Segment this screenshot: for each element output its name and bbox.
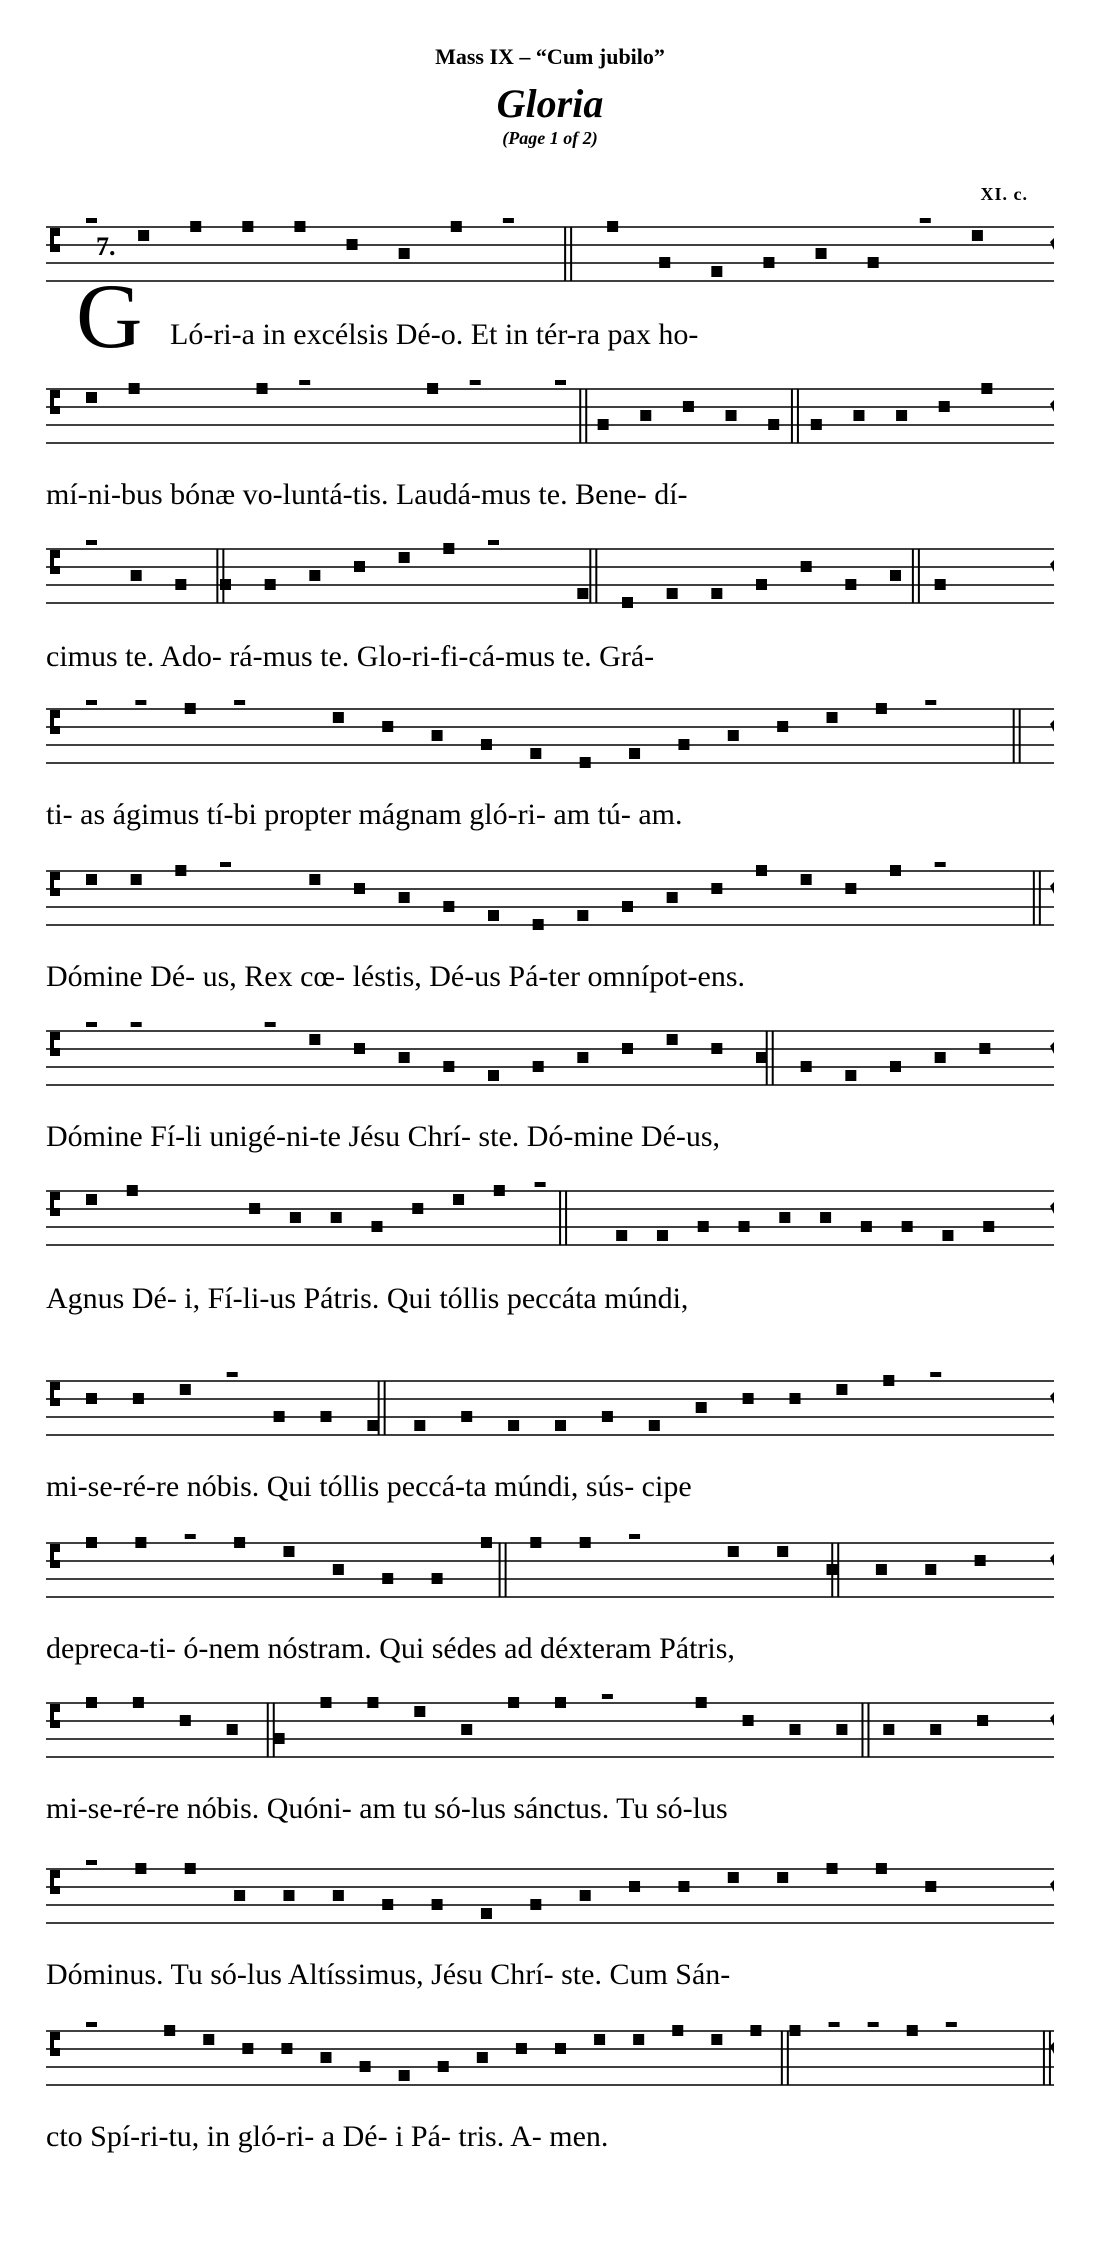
neume-note	[535, 1182, 546, 1187]
neume-note	[86, 1697, 97, 1708]
neume-note	[443, 901, 454, 912]
neume-note	[555, 380, 566, 385]
neume-note	[333, 712, 344, 723]
neume-note	[739, 1221, 750, 1232]
neume-note	[367, 1420, 378, 1431]
neume-note	[790, 1393, 801, 1404]
neume-note	[696, 1697, 707, 1708]
neume-note	[488, 1070, 499, 1081]
neume-note	[711, 266, 722, 277]
neume-note	[481, 1908, 492, 1919]
neume-note	[728, 730, 739, 741]
neume-note	[981, 383, 992, 394]
neume-note	[868, 257, 879, 268]
neume-note	[180, 1715, 191, 1726]
neume-note	[86, 540, 97, 545]
neume-note	[86, 392, 97, 403]
neume-note	[508, 1697, 519, 1708]
neume-note	[779, 1212, 790, 1223]
neume-note	[768, 419, 779, 430]
lyric-line: Agnus Dé- i, Fí-li-us Pátris. Qui tóllis peccáta múndi,	[46, 1282, 689, 1315]
neume-note	[711, 588, 722, 599]
neume-note	[227, 1372, 238, 1377]
neume-note	[399, 248, 410, 259]
staff-system	[46, 218, 1054, 290]
lyric-line: mí-ni-bus bónæ vo-luntá-tis. Laudá-mus te. Bene- dí-	[46, 478, 688, 511]
neume-note	[580, 1890, 591, 1901]
neume-note	[763, 257, 774, 268]
neume-note	[133, 1697, 144, 1708]
neume-note	[598, 419, 609, 430]
neume-note	[331, 1212, 342, 1223]
c-clef-icon	[50, 1192, 60, 1216]
chant-number: 7.	[96, 232, 116, 261]
neume-note	[86, 2022, 97, 2027]
neume-note	[935, 862, 946, 867]
neume-note	[451, 221, 462, 232]
neume-note	[481, 739, 492, 750]
neume-note	[790, 1724, 801, 1735]
neume-note	[801, 561, 812, 572]
neume-note	[242, 221, 253, 232]
neume-note	[533, 919, 544, 930]
neume-note	[354, 1043, 365, 1054]
neume-note	[678, 1881, 689, 1892]
neume-note	[602, 1411, 613, 1422]
lyric-line: mi-se-ré-re nóbis. Qui tóllis peccá-ta múndi, sús- cipe	[46, 1470, 692, 1503]
neume-note	[309, 1034, 320, 1045]
neume-note	[946, 2022, 957, 2027]
neume-note	[629, 1534, 640, 1539]
neume-note	[555, 1420, 566, 1431]
neume-note	[750, 2025, 761, 2036]
neume-note	[930, 1372, 941, 1377]
neume-note	[667, 588, 678, 599]
neume-note	[942, 1230, 953, 1241]
neume-note	[890, 1061, 901, 1072]
neume-note	[607, 221, 618, 232]
c-clef-icon	[50, 710, 60, 734]
mass-heading: Mass IX – “Cum jubilo”	[435, 44, 665, 69]
neume-note	[743, 1393, 754, 1404]
neume-note	[622, 597, 633, 608]
custos-icon	[1050, 1392, 1054, 1404]
neume-note	[827, 1564, 838, 1575]
c-clef-icon	[50, 872, 60, 896]
neume-note	[414, 1706, 425, 1717]
neume-note	[555, 1697, 566, 1708]
neume-note	[427, 383, 438, 394]
staff-system	[46, 380, 1054, 452]
neume-note	[234, 1537, 245, 1548]
neume-note	[382, 721, 393, 732]
staff-system	[46, 862, 1054, 934]
neume-note	[577, 910, 588, 921]
neume-note	[876, 1863, 887, 1874]
neume-note	[939, 401, 950, 412]
c-clef-icon	[50, 1870, 60, 1894]
neume-note	[265, 1022, 276, 1027]
neume-note	[180, 1384, 191, 1395]
neume-note	[896, 410, 907, 421]
neume-note	[836, 1384, 847, 1395]
neume-note	[829, 2022, 840, 2027]
neume-note	[890, 570, 901, 581]
neume-note	[461, 1724, 472, 1735]
c-clef-icon	[50, 1032, 60, 1056]
neume-note	[470, 380, 481, 385]
neume-note	[827, 1863, 838, 1874]
neume-note	[577, 1052, 588, 1063]
lyric-line: Ló-ri-a in excélsis Dé-o. Et in tér-ra pax ho-	[170, 318, 699, 351]
neume-note	[530, 1899, 541, 1910]
neume-note	[290, 1212, 301, 1223]
neume-note	[175, 865, 186, 876]
c-clef-icon	[50, 1544, 60, 1568]
neume-note	[399, 552, 410, 563]
neume-note	[242, 2043, 253, 2054]
neume-note	[616, 1230, 627, 1241]
neume-note	[283, 1546, 294, 1557]
custos-icon	[1050, 882, 1054, 894]
neume-note	[477, 2052, 488, 2063]
neume-note	[580, 1537, 591, 1548]
lyric-line: depreca-ti- ó-nem nóstram. Qui sédes ad déxteram Pátris,	[46, 1632, 735, 1665]
neume-note	[678, 739, 689, 750]
neume-note	[281, 2043, 292, 2054]
custos-icon	[1050, 560, 1054, 572]
neume-note	[127, 1185, 138, 1196]
neume-note	[185, 703, 196, 714]
neume-note	[836, 1724, 847, 1735]
c-clef-icon	[50, 2032, 60, 2056]
neume-note	[354, 883, 365, 894]
neume-note	[360, 2061, 371, 2072]
lyric-line: cimus te. Ado- rá-mus te. Glo-ri-fi-cá-mus te. Grá-	[46, 640, 655, 673]
neume-note	[640, 410, 651, 421]
lyric-line: ti- as ágimus tí-bi propter mágnam gló-ri- am tú- am.	[46, 798, 683, 831]
neume-note	[321, 1411, 332, 1422]
neume-note	[382, 1573, 393, 1584]
neume-note	[488, 540, 499, 545]
neume-note	[382, 1899, 393, 1910]
source-reference: XI. c.	[980, 184, 1028, 204]
neume-note	[257, 383, 268, 394]
neume-note	[164, 2025, 175, 2036]
neume-note	[86, 1393, 97, 1404]
neume-note	[667, 892, 678, 903]
custos-icon	[1050, 1880, 1054, 1892]
neume-note	[414, 1420, 425, 1431]
neume-note	[683, 401, 694, 412]
neume-note	[86, 700, 97, 705]
neume-note	[503, 218, 514, 223]
neume-note	[711, 2034, 722, 2045]
neume-note	[86, 1537, 97, 1548]
neume-note	[530, 748, 541, 759]
neume-note	[227, 1724, 238, 1735]
c-clef-icon	[50, 390, 60, 414]
neume-note	[845, 883, 856, 894]
staff-system	[46, 700, 1054, 772]
neume-note	[309, 874, 320, 885]
neume-note	[461, 1411, 472, 1422]
neume-note	[131, 570, 142, 581]
neume-note	[438, 2061, 449, 2072]
neume-note	[185, 1863, 196, 1874]
custos-icon	[1050, 720, 1054, 732]
staff-system	[46, 1372, 1054, 1444]
neume-note	[86, 1022, 97, 1027]
neume-note	[925, 1881, 936, 1892]
neume-note	[321, 1697, 332, 1708]
neume-note	[530, 1537, 541, 1548]
neume-note	[367, 1697, 378, 1708]
neume-note	[902, 1221, 913, 1232]
neume-note	[249, 1203, 260, 1214]
neume-note	[629, 1881, 640, 1892]
neume-note	[935, 1052, 946, 1063]
neume-note	[876, 1564, 887, 1575]
neume-note	[726, 410, 737, 421]
neume-note	[321, 2052, 332, 2063]
neume-note	[827, 712, 838, 723]
neume-note	[443, 1061, 454, 1072]
neume-note	[453, 1194, 464, 1205]
neume-note	[399, 892, 410, 903]
neume-note	[756, 579, 767, 590]
neume-note	[131, 1022, 142, 1027]
neume-note	[629, 748, 640, 759]
c-clef-icon	[50, 228, 60, 252]
page-title: Gloria	[496, 81, 604, 126]
neume-note	[220, 862, 231, 867]
staff-system	[46, 1534, 1054, 1606]
lyric-line: Dóminus. Tu só-lus Altíssimus, Jésu Chrí- ste. Cum Sán-	[46, 1958, 731, 1991]
neume-note	[925, 1564, 936, 1575]
neume-note	[133, 1393, 144, 1404]
neume-note	[371, 1221, 382, 1232]
neume-note	[265, 579, 276, 590]
neume-note	[135, 1537, 146, 1548]
neume-note	[234, 1890, 245, 1901]
c-clef-icon	[50, 1382, 60, 1406]
staff-system	[46, 1182, 1054, 1254]
neume-note	[399, 2070, 410, 2081]
custos-icon	[1050, 1202, 1054, 1214]
neume-note	[138, 230, 149, 241]
neume-note	[728, 1872, 739, 1883]
neume-note	[86, 1194, 97, 1205]
neume-note	[756, 865, 767, 876]
neume-note	[801, 1061, 812, 1072]
neume-note	[777, 1872, 788, 1883]
c-clef-icon	[50, 550, 60, 574]
neume-note	[274, 1411, 285, 1422]
neume-note	[696, 1402, 707, 1413]
neume-note	[657, 1230, 668, 1241]
lyric-line: Dómine Fí-li unigé-ni-te Jésu Chrí- ste. Dó-mine Dé-us,	[46, 1120, 721, 1153]
page-indicator: (Page 1 of 2)	[502, 128, 598, 148]
neume-note	[622, 901, 633, 912]
c-clef-icon	[50, 1704, 60, 1728]
neume-note	[659, 257, 670, 268]
neume-note	[728, 1546, 739, 1557]
neume-note	[135, 700, 146, 705]
neume-note	[432, 1573, 443, 1584]
neume-note	[175, 579, 186, 590]
neume-note	[333, 1564, 344, 1575]
neume-note	[294, 221, 305, 232]
neume-note	[756, 1052, 767, 1063]
neume-note	[930, 1724, 941, 1735]
neume-note	[698, 1221, 709, 1232]
staff-system	[46, 1694, 1054, 1766]
neume-note	[861, 1221, 872, 1232]
custos-icon	[1050, 1554, 1054, 1566]
custos-icon	[1050, 238, 1054, 250]
neume-note	[868, 2022, 879, 2027]
neume-note	[577, 588, 588, 599]
neume-note	[309, 570, 320, 581]
neume-note	[811, 419, 822, 430]
neume-note	[983, 1221, 994, 1232]
neume-note	[516, 2043, 527, 2054]
neume-note	[743, 1715, 754, 1726]
neume-note	[580, 757, 591, 768]
neume-note	[907, 2025, 918, 2036]
neume-note	[711, 1043, 722, 1054]
neume-note	[972, 230, 983, 241]
neume-note	[883, 1724, 894, 1735]
neume-note	[508, 1420, 519, 1431]
neume-note	[333, 1890, 344, 1901]
neume-note	[347, 239, 358, 250]
neume-note	[283, 1890, 294, 1901]
neume-note	[131, 874, 142, 885]
neume-note	[853, 410, 864, 421]
custos-icon	[1050, 1714, 1054, 1726]
neume-note	[845, 1070, 856, 1081]
neume-note	[890, 865, 901, 876]
neume-note	[777, 1546, 788, 1557]
neume-note	[185, 1534, 196, 1539]
neume-note	[935, 579, 946, 590]
neume-note	[234, 700, 245, 705]
neume-note	[354, 561, 365, 572]
neume-note	[820, 1212, 831, 1223]
neume-note	[975, 1555, 986, 1566]
neume-note	[667, 1034, 678, 1045]
neume-note	[135, 1863, 146, 1874]
neume-note	[977, 1715, 988, 1726]
initial-letter: G	[76, 265, 143, 367]
neume-note	[883, 1375, 894, 1386]
neume-note	[876, 703, 887, 714]
neume-note	[220, 579, 231, 590]
neume-note	[203, 2034, 214, 2045]
lyric-line: Dómine Dé- us, Rex cœ- léstis, Dé-us Pá-ter omnípot-ens.	[46, 960, 746, 993]
neume-note	[494, 1185, 505, 1196]
neume-note	[443, 543, 454, 554]
neume-note	[602, 1694, 613, 1699]
neume-note	[711, 883, 722, 894]
neume-note	[801, 874, 812, 885]
neume-note	[925, 700, 936, 705]
staff-system	[46, 1860, 1054, 1932]
staff-system	[46, 540, 1054, 612]
neume-note	[399, 1052, 410, 1063]
staff-system	[46, 1022, 1054, 1094]
lyric-line: cto Spí-ri-tu, in gló-ri- a Dé- i Pá- tris. A- men.	[46, 2120, 609, 2153]
neume-note	[979, 1043, 990, 1054]
neume-note	[86, 874, 97, 885]
neume-note	[299, 380, 310, 385]
neume-note	[481, 1537, 492, 1548]
neume-note	[555, 2043, 566, 2054]
neume-note	[633, 2034, 644, 2045]
lyric-line: mi-se-ré-re nóbis. Quóni- am tu só-lus sánctus. Tu só-lus	[46, 1792, 728, 1825]
neume-note	[412, 1203, 423, 1214]
neume-note	[190, 221, 201, 232]
neume-note	[488, 910, 499, 921]
staff-system	[46, 2022, 1054, 2094]
neume-note	[86, 218, 97, 223]
neume-note	[920, 218, 931, 223]
custos-icon	[1050, 1042, 1054, 1054]
neume-note	[594, 2034, 605, 2045]
custos-icon	[1050, 400, 1054, 412]
neume-note	[777, 721, 788, 732]
neume-note	[622, 1043, 633, 1054]
neume-note	[86, 1860, 97, 1865]
neume-note	[533, 1061, 544, 1072]
neume-note	[672, 2025, 683, 2036]
neume-note	[274, 1733, 285, 1744]
neume-note	[432, 1899, 443, 1910]
neume-note	[790, 2025, 801, 2036]
neume-note	[845, 579, 856, 590]
neume-note	[129, 383, 140, 394]
neume-note	[816, 248, 827, 259]
neume-note	[432, 730, 443, 741]
neume-note	[649, 1420, 660, 1431]
